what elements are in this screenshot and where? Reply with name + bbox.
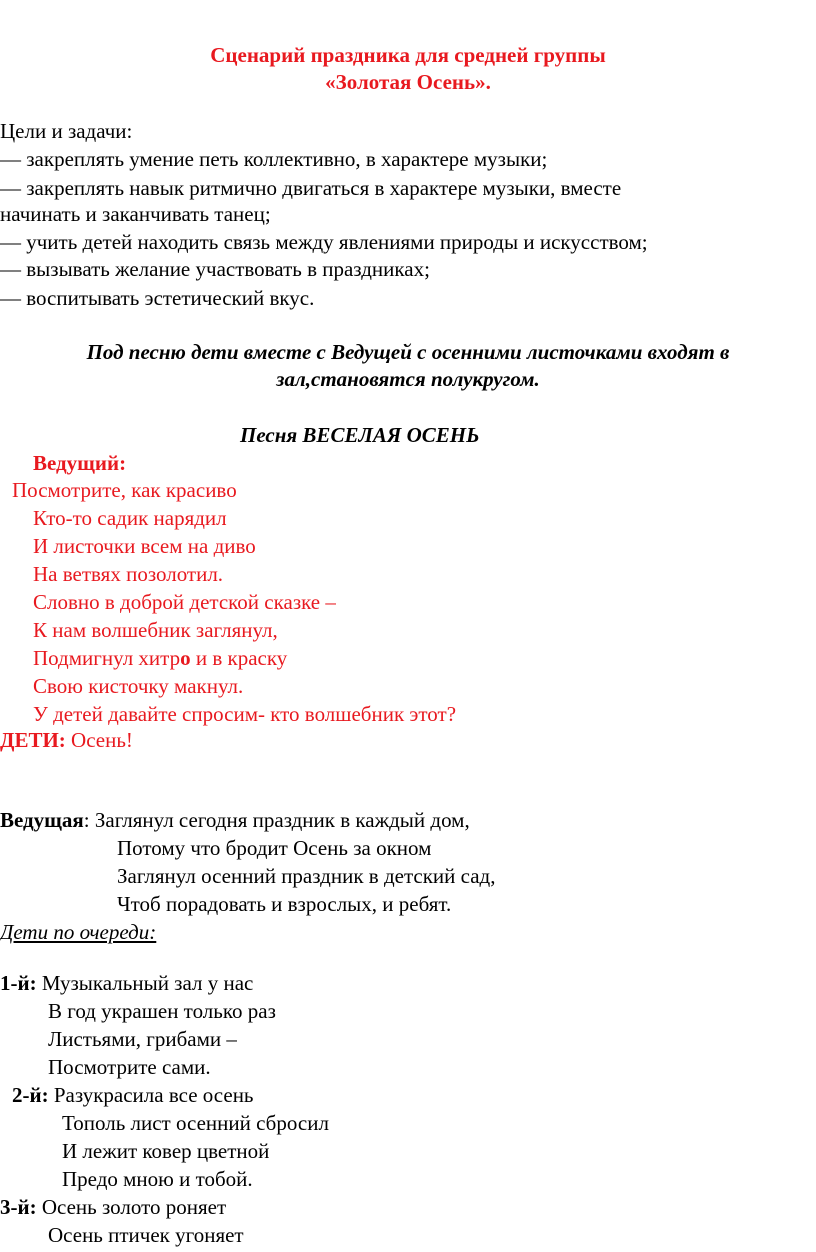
host2-line: Заглянул осенний праздник в детский сад, <box>117 864 496 888</box>
stage-direction-line-1: Под песню дети вместе с Ведущей с осенними листочками входят в <box>86 340 730 364</box>
child2-line: Предо мною и тобой. <box>62 1167 253 1191</box>
host2-line: Чтоб порадовать и взрослых, и ребят. <box>117 892 452 916</box>
stage-direction-line-2: зал,становятся полукругом. <box>276 367 540 391</box>
child2-line: И лежит ковер цветной <box>62 1139 270 1163</box>
speaker-label: 3-й: <box>0 1195 37 1219</box>
child1-line <box>0 969 253 997</box>
goal-item: — вызывать желание участвовать в праздниках; <box>0 257 430 281</box>
goal-item: — закреплять умение петь коллективно, в характере музыки; <box>0 147 548 171</box>
poem-line: Кто-то садик нарядил <box>33 506 227 530</box>
host2-line <box>0 806 470 834</box>
child3-line: Осень птичек угоняет <box>48 1223 244 1247</box>
children-turns-heading: Дети по очереди: <box>0 920 157 944</box>
speaker-label: 2-й: <box>12 1083 49 1107</box>
children-answer <box>0 726 133 754</box>
line-text: : Заглянул сегодня праздник в каждый дом, <box>83 808 470 832</box>
goal-item: — воспитывать эстетический вкус. <box>0 286 315 310</box>
poem-line: На ветвях позолотил. <box>33 562 224 586</box>
speaker-label: Ведущая <box>0 808 84 832</box>
goal-item: — учить детей находить связь между явлениями природы и искусством; <box>0 230 648 254</box>
host-speaker: Ведущий: <box>33 451 127 475</box>
poem-line: Свою кисточку макнул. <box>33 674 244 698</box>
child1-line: Посмотрите сами. <box>48 1055 211 1079</box>
poem-line <box>33 644 287 672</box>
host2-line: Потому что бродит Осень за окном <box>117 836 432 860</box>
title-line-2: «Золотая Осень». <box>325 70 491 94</box>
line-text: Разукрасила все осень <box>48 1083 254 1107</box>
goal-item: начинать и заканчивать танец; <box>0 202 271 226</box>
poem-line: Словно в доброй детской сказке – <box>33 590 336 614</box>
song-title: Песня ВЕСЕЛАЯ ОСЕНЬ <box>240 423 480 447</box>
goals-heading: Цели и задачи: <box>0 119 133 143</box>
line-text: Осень золото роняет <box>36 1195 227 1219</box>
child3-line <box>0 1193 226 1221</box>
answer-text: Осень! <box>65 728 133 752</box>
poem-text: и в краску <box>190 646 288 670</box>
title-line-1: Сценарий праздника для средней группы <box>210 43 606 67</box>
child2-line <box>12 1081 254 1109</box>
child1-line: Листьями, грибами – <box>48 1027 237 1051</box>
poem-line: И листочки всем на диво <box>33 534 256 558</box>
line-text: Музыкальный зал у нас <box>36 971 254 995</box>
poem-bold-letter: о <box>180 646 191 670</box>
poem-line: У детей давайте спросим- кто волшебник этот? <box>33 702 457 726</box>
child2-line: Тополь лист осенний сбросил <box>62 1111 329 1135</box>
poem-line: Посмотрите, как красиво <box>12 478 237 502</box>
goal-item: — закреплять навык ритмично двигаться в характере музыки, вместе <box>0 176 622 200</box>
child1-line: В год украшен только раз <box>48 999 276 1023</box>
poem-line: К нам волшебник заглянул, <box>33 618 278 642</box>
speaker-label: ДЕТИ: <box>0 728 66 752</box>
poem-text: Подмигнул хитр <box>33 646 181 670</box>
speaker-label: 1-й: <box>0 971 37 995</box>
